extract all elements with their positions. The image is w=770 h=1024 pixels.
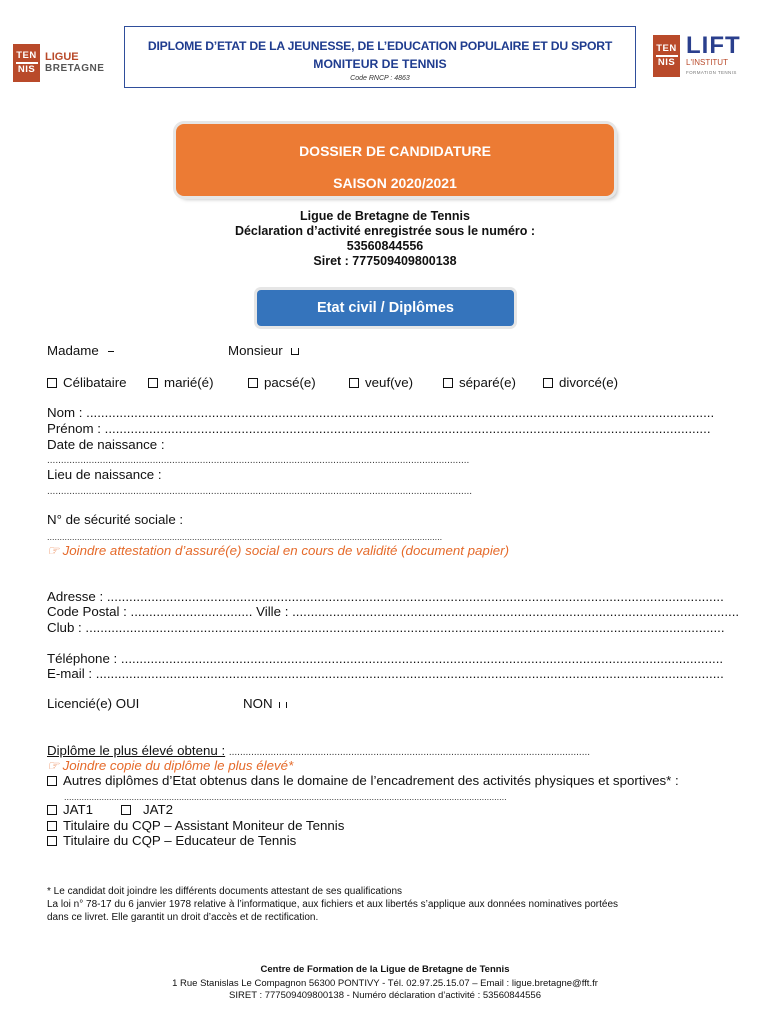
autres-diplomes-option[interactable] <box>47 773 679 789</box>
marital-divorce[interactable] <box>543 375 618 391</box>
ligue-bretagne-logo <box>13 44 104 82</box>
secu-label: N° de sécurité sociale : <box>47 512 184 527</box>
licencie-non-label: NON <box>243 696 273 711</box>
footer-address: 1 Rue Stanislas Le Compagnon 56300 PONTIVY - Tél. 02.97.25.15.07 – Email : ligue.bretagne@fft.fr <box>172 978 598 989</box>
marital-label: Célibataire <box>63 375 127 390</box>
rncp-code: Code RNCP : 4863 <box>350 75 410 82</box>
marital-pacse[interactable] <box>248 375 316 391</box>
madame-checkbox[interactable] <box>108 351 114 352</box>
jat2-label: JAT2 <box>143 802 174 817</box>
institut-text: L'INSTITUT <box>686 58 728 67</box>
code-postal-ville-field[interactable]: Code Postal : ................................. Ville : ......................................................................................................................... <box>47 604 740 619</box>
checkbox[interactable] <box>543 378 553 388</box>
marital-veuf[interactable] <box>349 375 413 391</box>
season-title: SAISON 2020/2021 <box>333 175 457 191</box>
checkbox[interactable] <box>47 776 57 786</box>
declaration-label: Déclaration d’activité enregistrée sous le numéro : <box>234 224 536 238</box>
checkbox[interactable] <box>47 821 57 831</box>
checkbox[interactable] <box>47 805 57 815</box>
lieu-naissance-field[interactable]: ......................................................................................................................................................... <box>47 486 473 497</box>
diplome-dots: .................................................................................................................................. <box>228 747 591 758</box>
madame-label: Madame <box>47 343 99 358</box>
footer-siret: SIRET : 777509409800138 - Numéro déclaration d’activité : 53560844556 <box>229 990 541 1001</box>
lift-text: LIFT <box>686 32 741 59</box>
diplome-label: Diplôme le plus élevé obtenu : <box>47 743 226 758</box>
nom-field[interactable]: Nom : .......................................................................................................................................................................... <box>47 405 715 420</box>
ligue-info <box>0 209 770 269</box>
diploma-title-box <box>124 26 636 88</box>
marital-label: marié(é) <box>164 375 214 390</box>
logo-ligue-text: LIGUE <box>45 51 79 63</box>
licencie-non-option[interactable] <box>243 696 287 712</box>
jat1-label: JAT1 <box>63 802 94 817</box>
marital-separe[interactable] <box>443 375 516 391</box>
prenom-field[interactable]: Prénom : .................................................................................................................................................................... <box>47 421 711 436</box>
checkbox[interactable] <box>279 702 287 708</box>
checkbox[interactable] <box>443 378 453 388</box>
monsieur-option[interactable] <box>228 343 299 359</box>
note-droits: dans ce livret. Elle garantit un droit d’accès et de rectification. <box>47 912 319 923</box>
tennis-logo-mark <box>13 44 40 82</box>
note-qualifications: * Le candidat doit joindre les différents documents attestant de ses qualifications <box>47 886 403 897</box>
monsieur-checkbox[interactable] <box>291 348 299 355</box>
licencie-oui-option[interactable] <box>47 696 139 712</box>
marital-marie[interactable] <box>148 375 214 391</box>
logo-text: TEN <box>16 50 37 62</box>
cqp-assistant-label: Titulaire du CQP – Assistant Moniteur de Tennis <box>63 818 345 833</box>
date-naissance-field[interactable]: ........................................................................................................................................................ <box>47 455 470 466</box>
section-title-etat-civil: Etat civil / Diplômes <box>257 290 514 326</box>
diploma-title: DIPLOME D’ETAT DE LA JEUNESSE, DE L’EDUCATION POPULAIRE ET DU SPORT <box>147 39 613 53</box>
formation-text: FORMATION TENNIS <box>686 70 737 75</box>
checkbox[interactable] <box>121 805 131 815</box>
autres-diplomes-field[interactable]: ................................................................................................................................................................................. <box>64 792 507 802</box>
date-naissance-label: Date de naissance : <box>47 437 165 452</box>
logo-text: NIS <box>657 56 676 68</box>
secu-field[interactable]: .............................................................................................................................................................. <box>47 532 443 542</box>
autres-diplomes-label: Autres diplômes d’Etat obtenus dans le domaine de l’encadrement des activités physiques et sportives* : <box>63 773 679 788</box>
club-field[interactable]: Club : ............................................................................................................................................................................. <box>47 620 725 635</box>
siret: Siret : 777509409800138 <box>313 254 457 268</box>
cqp-educateur-label: Titulaire du CQP – Educateur de Tennis <box>63 833 297 848</box>
logo-text: TEN <box>656 43 677 55</box>
marital-label: pacsé(e) <box>264 375 316 390</box>
marital-label: séparé(e) <box>459 375 516 390</box>
marital-celibataire[interactable] <box>47 375 127 391</box>
dossier-banner <box>176 124 614 196</box>
checkbox[interactable] <box>47 378 57 388</box>
cqp-assistant-option[interactable] <box>47 818 344 834</box>
checkbox[interactable] <box>248 378 258 388</box>
jat2-option[interactable] <box>121 802 173 818</box>
email-field[interactable]: E-mail : .......................................................................................................................................................................... <box>47 666 724 681</box>
logo-bretagne-text: BRETAGNE <box>45 63 105 74</box>
declaration-number: 53560844556 <box>346 239 424 253</box>
telephone-field[interactable]: Téléphone : ................................................................................................................................................................... <box>47 651 724 666</box>
marital-label: divorcé(e) <box>559 375 619 390</box>
marital-label: veuf(ve) <box>365 375 414 390</box>
licencie-oui-label: Licencié(e) OUI <box>47 696 140 711</box>
note-loi: La loi n° 78-17 du 6 janvier 1978 relative à l’informatique, aux fichiers et aux libertés s’applique aux données nominatives portées <box>47 899 619 910</box>
tennis-logo-mark <box>653 35 680 77</box>
ligue-name: Ligue de Bretagne de Tennis <box>300 209 470 223</box>
monsieur-label: Monsieur <box>228 343 283 358</box>
footer-title: Centre de Formation de la Ligue de Bretagne de Tennis <box>260 964 510 975</box>
adresse-field[interactable]: Adresse : ....................................................................................................................................................................... <box>47 589 724 604</box>
logo-text: NIS <box>17 63 36 75</box>
jat1-option[interactable] <box>47 802 93 818</box>
checkbox[interactable] <box>148 378 158 388</box>
dossier-title: DOSSIER DE CANDIDATURE <box>299 143 491 159</box>
diploma-subtitle: MONITEUR DE TENNIS <box>313 57 447 71</box>
checkbox[interactable] <box>349 378 359 388</box>
lieu-naissance-label: Lieu de naissance : <box>47 467 162 482</box>
lift-logo <box>653 34 741 78</box>
madame-option[interactable] <box>47 343 114 359</box>
secu-note: ☞ Joindre attestation d’assuré(e) social en cours de validité (document papier) <box>47 543 510 558</box>
cqp-educateur-option[interactable] <box>47 833 296 849</box>
checkbox[interactable] <box>47 836 57 846</box>
diplome-note: ☞ Joindre copie du diplôme le plus élevé* <box>47 758 294 773</box>
